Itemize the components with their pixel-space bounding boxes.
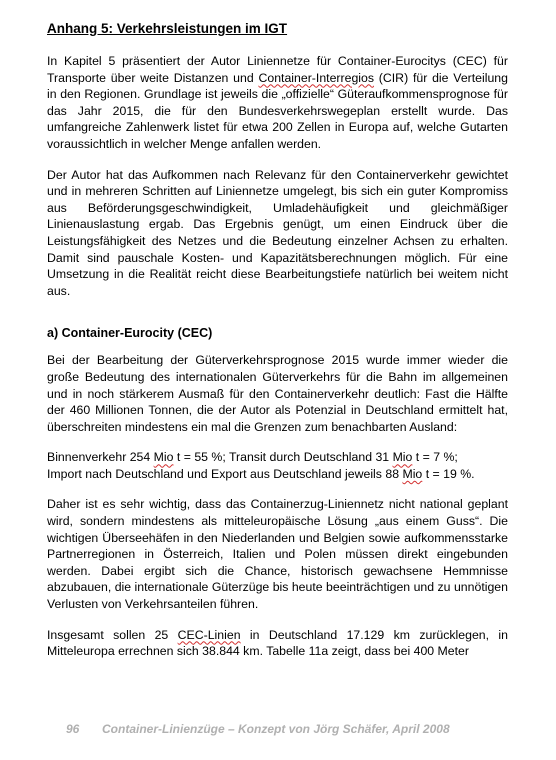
stats-line2-part-a: Import nach Deutschland und Export aus Deutschland jeweils 88 (47, 466, 403, 481)
spellcheck-word-mio: Mio (153, 450, 174, 465)
intro-paragraph-1 (47, 53, 508, 153)
stats-line1-part-c: t = 7 %; (412, 450, 458, 465)
stats-line2-part-b: t = 19 %. (422, 466, 475, 481)
paragraph-4-part-b: in Deutschland 17.129 km zurücklegen, in Mitteleuropa errechnen sich 38.844 km. Tabelle 11a zeigt, dass bei 400 Meter (47, 627, 508, 659)
section-a-title: a) Container-Eurocity (CEC) (47, 326, 213, 341)
spellcheck-word-mio: Mio (392, 450, 413, 465)
intro-paragraph-2: Der Autor hat das Aufkommen nach Relevanz für den Containerverkehr gewichtet und in mehreren Schritten auf Liniennetze umgelegt, bis sich ein guter Kompromiss aus Beförderungsgeschwindigkeit, Umladehäufigkeit und gleichmäßiger Linienauslastung ergab. Das Ergebnis genügt, um einen Eindruck über die Leistungsfähigkeit des Netzes und die Bedeutung einzelner Achsen zu erhalten. Damit sind pauschale Kosten- und Kapazitätsberechnungen möglich. Für eine Umsetzung in die Realität reicht diese Bearbeitungstiefe natürlich bei weitem nicht aus. (47, 167, 508, 298)
page-footer (66, 722, 506, 736)
appendix-heading: Anhang 5: Verkehrsleistungen im IGT (47, 21, 288, 36)
spellcheck-word-cec-linien: CEC-Linien (177, 627, 241, 642)
section-spacer (47, 313, 508, 325)
footer-text: Container-Linienzüge – Konzept von Jörg Schäfer, April 2008 (102, 722, 450, 736)
page-number: 96 (66, 722, 80, 736)
intro-paragraph-1-part-b: (CIR) für die Verteilung in den Regionen. Grundlage ist jeweils die „offizielle“ Güteraufkommensprognose für das Jahr 2015, die für den Bundesverkehrswegeplan erstellt wurde. Das umfangreiche Zahlenwerk listet für etwa 200 Zellen in Europa auf, welche Gutarten voraussichtlich in welcher Menge anfallen werden. (47, 70, 508, 151)
paragraph-4-part-a: Insgesamt sollen 25 (47, 627, 178, 642)
page-content (47, 20, 508, 674)
section-a-paragraph-3: Daher ist es sehr wichtig, dass das Containerzug-Liniennetz nicht national geplant wird, sondern mindestens als mitteleuropäische Lösung „aus einem Guss“. Die wichtigen Überseehäfen in den Niederlanden und Belgien sowie aufkommensstarke Partnerregionen in Österreich, Italien und Polen müssen direkt eingebunden werden. Dabei ergibt sich die Chance, historisch gewachsene Hemmnisse abzubauen, die internationale Güterzüge bis heute beeinträchtigen und zu unnötigen Verlusten von Verkehrsanteilen führen. (47, 497, 508, 612)
section-a-paragraph-4 (47, 627, 508, 660)
section-a-statistics (47, 449, 508, 482)
spellcheck-word-container-interregios: Container-Interregios (258, 70, 374, 85)
section-a-paragraph-1: Bei der Bearbeitung der Güterverkehrsprognose 2015 wurde immer wieder die große Bedeutung des internationalen Güterverkehrs für die Bahn im allgemeinen und in noch stärkerem Ausmaß für den Containerverkehr deutlich: Fast die Hälfte der 460 Millionen Tonnen, die der Autor als Potenzial in Deutschland ermittelt hat, überschreiten mindestens ein mal die Grenzen zum benachbarten Ausland: (47, 353, 508, 434)
intro-paragraph-1-part-a: In Kapitel 5 präsentiert der Autor Liniennetze für Container-Eurocitys (CEC) für Transporte über weite Distanzen und (47, 54, 508, 85)
spellcheck-word-mio: Mio (402, 466, 423, 481)
stats-line1-part-b: t = 55 %; Transit durch Deutschland 31 (173, 450, 393, 465)
stats-line1-part-a: Binnenverkehr 254 (47, 450, 154, 465)
